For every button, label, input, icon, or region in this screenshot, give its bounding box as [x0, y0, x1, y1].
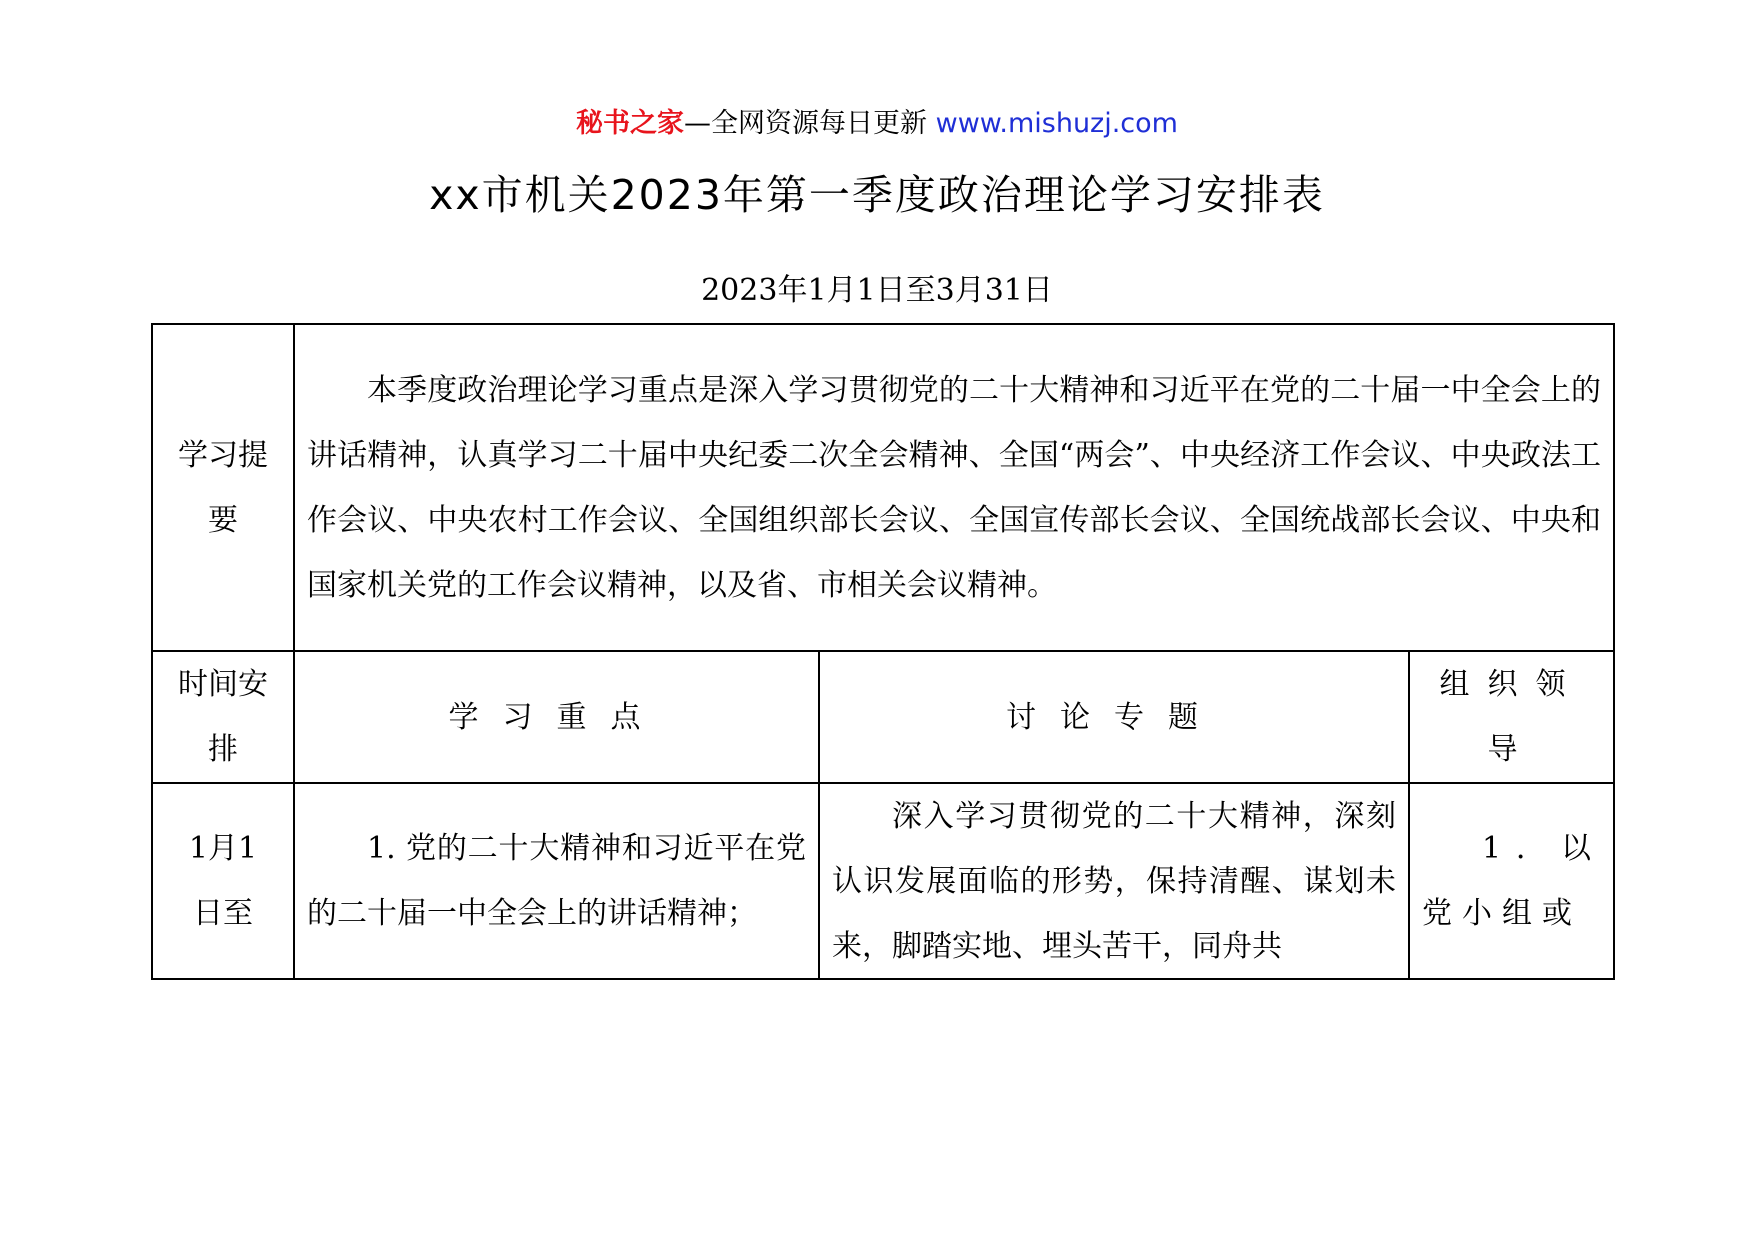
summary-label: 学习提要 [178, 437, 268, 538]
study-schedule-table [151, 323, 1615, 980]
row-time: 1月1日至 [188, 831, 258, 931]
header-topic-label: 讨论专题 [1006, 699, 1222, 735]
summary-text: 本季度政治理论学习重点是深入学习贯彻党的二十大精神和习近平在党的二十届一中全会上的讲话精神，认真学习二十届中央纪委二次全会精神、全国“两会”、中央经济工作会议、中央政法工作会议、中央农村工作会议、全国组织部长会议、全国宣传部长会议、全国统战部长会议、中央和国家机关党的工作会议精神，以及省、市相关会议精神。 [307, 372, 1601, 603]
row-time-cell [152, 783, 294, 979]
header-focus-label: 学习重点 [448, 699, 665, 735]
header-leader [1409, 651, 1614, 783]
summary-row [152, 324, 1614, 651]
row-leader: 1．以党小组或 [1422, 831, 1601, 931]
brand-name: 秘书之家 [576, 108, 685, 139]
summary-label-cell [152, 324, 294, 651]
header-topic [819, 651, 1409, 783]
header-time-label: 时间安排 [178, 667, 268, 767]
site-tagline: —全网资源每日更新 [684, 108, 928, 139]
site-header [0, 104, 1754, 144]
row-topic: 深入学习贯彻党的二十大精神，深刻认识发展面临的形势，保持清醒、谋划未来，脚踏实地、埋头苦干，同舟共 [832, 799, 1396, 964]
header-time [152, 651, 294, 783]
row-focus-cell [294, 783, 819, 979]
header-leader-label: 组织领导 [1439, 667, 1584, 767]
column-header-row [152, 651, 1614, 783]
summary-text-cell [294, 324, 1614, 651]
document-title: xx市机关2023年第一季度政治理论学习安排表 [429, 171, 1325, 219]
site-url-link[interactable]: www.mishuzj.com [935, 108, 1178, 139]
row-topic-cell [819, 783, 1409, 979]
table-row [152, 783, 1614, 979]
header-focus [294, 651, 819, 783]
date-range: 2023年1月1日至3月31日 [701, 273, 1053, 308]
row-focus: 1. 党的二十大精神和习近平在党的二十届一中全会上的讲话精神； [307, 831, 806, 931]
row-leader-cell [1409, 783, 1614, 979]
